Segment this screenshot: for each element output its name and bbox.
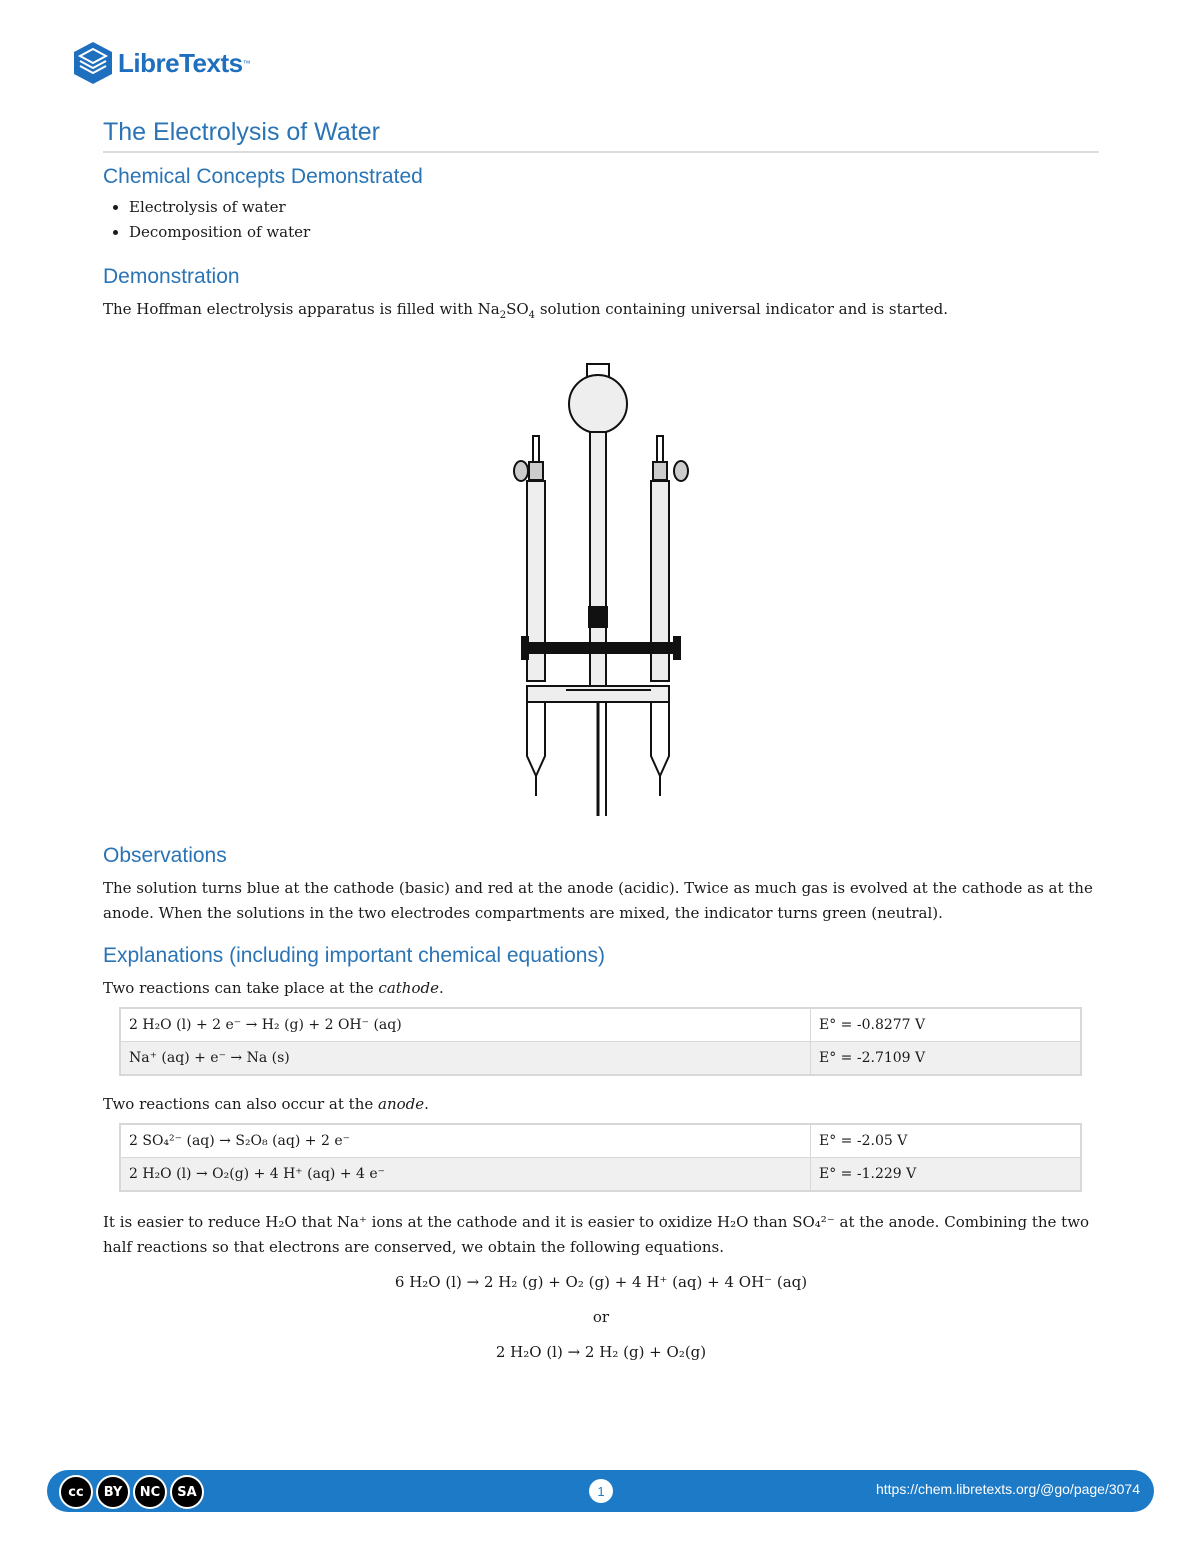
table-row [120,1008,1081,1042]
explanations-heading: Explanations (including important chemical equations) [103,944,605,967]
demonstration-heading: Demonstration [103,265,240,288]
page-content [103,118,1099,1365]
sa-icon: SA [170,1475,204,1509]
hoffman-apparatus-illustration [501,356,701,816]
cc-icon: cc [59,1475,93,1509]
page-url-link[interactable]: https://chem.libretexts.org/@go/page/3074 [875,1481,1140,1497]
or-separator: or [592,1308,610,1326]
libretexts-logo[interactable] [72,40,251,86]
cathode-intro: Two reactions can take place at the cathode. [103,979,444,997]
by-icon: BY [96,1475,130,1509]
reaction-cell: 2 H₂O (l) → O₂(g) + 4 H⁺ (aq) + 4 e⁻ [120,1158,811,1192]
page-footer [47,1470,1154,1512]
libretexts-logo-icon [72,40,114,86]
cathode-reactions-table [119,1007,1082,1076]
reaction-cell: Na⁺ (aq) + e⁻ → Na (s) [120,1042,811,1076]
potential-cell: E° = -1.229 V [811,1158,1082,1192]
apparatus-figure [103,356,1099,824]
concepts-heading: Chemical Concepts Demonstrated [103,165,423,188]
potential-cell: E° = -2.7109 V [811,1042,1082,1076]
table-row [120,1042,1081,1076]
potential-cell: E° = -0.8277 V [811,1008,1082,1042]
overall-equation-1: 6 H₂O (l) → 2 H₂ (g) + O₂ (g) + 4 H⁺ (aq) + 4 OH⁻ (aq) [394,1273,808,1291]
brand-name: LibreTexts [118,47,243,78]
summary-text: It is easier to reduce H₂O that Na⁺ ions at the cathode and it is easier to oxidize H₂O than SO₄²⁻ at the anode. Combining the two half reactions so that electrons are conserved, we obtain the following equations. [103,1213,1090,1256]
nc-icon: NC [133,1475,167,1509]
list-item: • Decomposition of water [129,220,1099,245]
observations-heading: Observations [103,844,227,867]
anode-reactions-table [119,1123,1082,1192]
concepts-list [103,195,1099,245]
overall-equation-2: 2 H₂O (l) → 2 H₂ (g) + O₂(g) [495,1343,707,1361]
potential-cell: E° = -2.05 V [811,1124,1082,1158]
reaction-cell: 2 SO₄²⁻ (aq) → S₂O₈ (aq) + 2 e⁻ [120,1124,811,1158]
page-number: 1 [589,1479,613,1503]
reaction-cell: 2 H₂O (l) + 2 e⁻ → H₂ (g) + 2 OH⁻ (aq) [120,1008,811,1042]
anode-intro: Two reactions can also occur at the anode. [103,1095,429,1113]
demonstration-text: The Hoffman electrolysis apparatus is filled with $Na_2SO_4$ solution containing universal indicator and is started. [103,300,949,321]
brand-tm: ™ [242,58,251,68]
page-title: The Electrolysis of Water [103,118,1099,153]
observations-text: The solution turns blue at the cathode (basic) and red at the anode (acidic). Twice as much gas is evolved at the cathode as at the anode. When the solutions in the two electrodes compartments are mixed, the indicator turns green (neutral). [103,879,1093,922]
table-row [120,1158,1081,1192]
cc-license-badge[interactable] [59,1475,207,1509]
list-item: • Electrolysis of water [129,195,1099,220]
table-row [120,1124,1081,1158]
